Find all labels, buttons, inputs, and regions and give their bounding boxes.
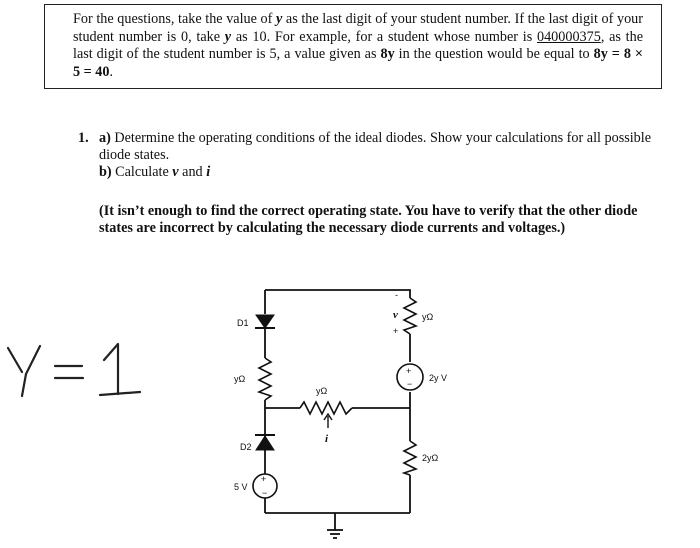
notice-text-6: . [109, 63, 114, 80]
src-right-plus: + [406, 366, 412, 376]
notice-text-3: as 10. For example, for a student whose number is [231, 28, 537, 45]
handwriting-y-right [22, 346, 40, 396]
circuit-diagram [210, 278, 470, 540]
part-b-var-v: v [172, 164, 179, 180]
notice-text-5: in the question would be equal to [394, 46, 594, 63]
part-b-var-i: i [206, 164, 211, 180]
notice-text-2: as the last digit of your student number. If the last digit of your student number is 0, take [73, 11, 643, 45]
example-equation: 8y = 8 × 5 = 40 [73, 46, 643, 80]
v-plus: + [393, 326, 399, 336]
r-right-bottom-label: 2yΩ [422, 453, 439, 463]
var-y-1: y [275, 11, 283, 27]
part-a [99, 130, 659, 164]
v-minus: - [395, 290, 398, 300]
src-left-minus: − [262, 488, 268, 498]
part-a-text: Determine the operating conditions of the ideal diodes. Show your calculations for all possible diode states. [99, 130, 652, 163]
notice-text-1: For the questions, take the value of [73, 11, 276, 27]
question-body [99, 130, 659, 181]
part-b-and: and [178, 164, 207, 180]
src-right-label: 2y V [429, 373, 448, 383]
part-b [99, 164, 659, 181]
d1-label: D1 [237, 318, 249, 328]
v-label: v [393, 309, 398, 321]
r-right-top-label: yΩ [422, 312, 434, 322]
var-y-2: y [224, 28, 232, 45]
handwriting-one-base [100, 392, 140, 395]
resistor-right-top-icon [404, 298, 416, 334]
example-student-number: 040000375 [536, 28, 601, 45]
student-number-notice [44, 4, 662, 89]
part-b-text: Calculate [111, 164, 173, 180]
handwritten-y-equals-1 [0, 330, 145, 400]
part-b-label: b) [99, 164, 112, 180]
wire-top [265, 290, 410, 298]
d2-label: D2 [240, 442, 252, 452]
src-left-plus: + [261, 474, 267, 484]
resistor-left-icon [259, 358, 271, 400]
resistor-right-bottom-icon [404, 441, 416, 475]
verification-warning: (It isn’t enough to find the correct operating state. You have to verify that the other diode states are incorrect by calculating the necessary diode currents and voltages.) [99, 203, 638, 236]
question-number: 1. [78, 130, 89, 146]
example-8y: 8y [380, 46, 395, 63]
diode-d1-icon [255, 315, 275, 328]
notice-text-4: , as the last digit of the student number is 5, a value given as [73, 28, 643, 63]
handwriting-y-left [8, 348, 22, 372]
current-i-label: i [325, 433, 329, 445]
src-left-label: 5 V [234, 482, 248, 492]
r-left-label: yΩ [234, 374, 246, 384]
src-right-minus: − [407, 379, 413, 389]
handwriting-one-stem [104, 344, 118, 394]
resistor-middle-icon [300, 402, 352, 414]
diode-d2-icon [255, 435, 275, 450]
part-a-label: a) [99, 130, 111, 146]
r-mid-label: yΩ [316, 386, 328, 396]
